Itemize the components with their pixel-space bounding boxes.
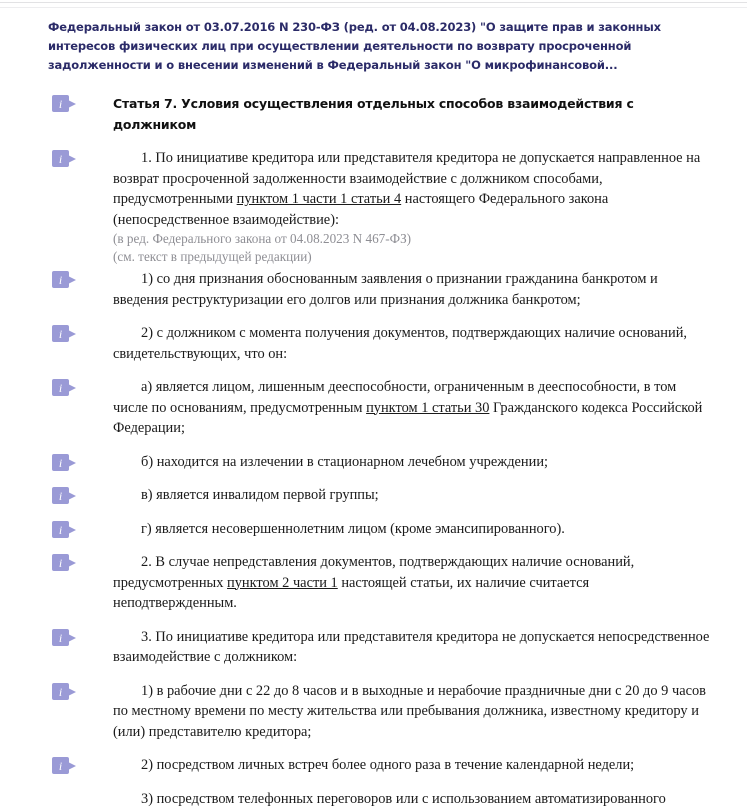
- info-note-icon[interactable]: [52, 379, 76, 396]
- info-note-icon[interactable]: [52, 150, 76, 167]
- paragraph-block-8: [0, 552, 747, 614]
- info-note-icon-square: [52, 487, 69, 504]
- paragraph-text: г) является несовершеннолетним лицом (кроме эмансипированного).: [113, 519, 710, 540]
- reference-link-p1-st30[interactable]: пунктом 1 статьи 30: [366, 400, 489, 416]
- info-note-icon[interactable]: [52, 325, 76, 342]
- info-note-icon-tail: [68, 688, 76, 696]
- paragraph-text: 1) со дня признания обоснованным заявления о признании гражданина банкротом и введения реструктуризации его долгов или признания должника банкротом;: [113, 269, 710, 310]
- paragraph-text: в) является инвалидом первой группы;: [113, 485, 710, 506]
- info-note-icon[interactable]: [52, 487, 76, 504]
- paragraph-lead: 2. В случае непредставления документов, подтверждающих наличие оснований, предусмотренных: [113, 554, 634, 591]
- info-note-icon-square: [52, 454, 69, 471]
- paragraph-block-4: [0, 377, 747, 439]
- paragraph-block-12: [0, 789, 747, 809]
- info-note-icon-tail: [68, 100, 76, 108]
- page-title: Статья 7. Условия осуществления отдельных способов взаимодействия с должником: [113, 93, 710, 135]
- paragraph-tail: настоящей статьи, их наличие считается неподтвержденным.: [113, 575, 589, 612]
- previous-version-link[interactable]: (см. текст в предыдущей редакции): [113, 249, 312, 264]
- info-note-icon-tail: [68, 762, 76, 770]
- article-title-block: [0, 93, 747, 135]
- previous-version-note: [113, 248, 710, 266]
- info-note-icon[interactable]: [52, 629, 76, 646]
- info-note-icon-square: [52, 95, 69, 112]
- paragraph-lead: 1. По инициативе кредитора или представителя кредитора не допускается направленное на возврат просроченной задолженности взаимодействие с должником способами, предусмотренными: [113, 150, 700, 207]
- info-note-icon-tail: [68, 459, 76, 467]
- paragraph-text: 2) с должником с момента получения документов, подтверждающих наличие оснований, свидетельствующих, что он:: [113, 323, 710, 364]
- info-note-icon[interactable]: [52, 454, 76, 471]
- info-note-icon-tail: [68, 492, 76, 500]
- info-note-icon-square: [52, 683, 69, 700]
- paragraph-block-6: [0, 485, 747, 506]
- window-top-divider: [0, 0, 747, 9]
- paragraph-text: 1) в рабочие дни с 22 до 8 часов и в выходные и нерабочие праздничные дни с 20 до 9 часов по местному времени по месту жительства или пребывания должника, известному кредитору и (или) представителю кредитора;: [113, 681, 710, 743]
- divider-line-1: [0, 2, 747, 3]
- info-note-icon-tail: [68, 634, 76, 642]
- info-note-icon-square: [52, 757, 69, 774]
- info-note-icon-tail: [68, 155, 76, 163]
- info-note-icon[interactable]: [52, 521, 76, 538]
- info-note-icon-square: [52, 629, 69, 646]
- info-note-icon-square: [52, 271, 69, 288]
- article-body: [0, 93, 747, 809]
- revision-note: [113, 230, 710, 248]
- paragraph-text: 3. По инициативе кредитора или представителя кредитора не допускается непосредственное взаимодействие с должником:: [113, 627, 710, 668]
- info-note-icon[interactable]: [52, 683, 76, 700]
- reference-link-p2-ch1[interactable]: пунктом 2 части 1: [227, 575, 338, 591]
- paragraph-block-9: [0, 627, 747, 668]
- info-note-icon-tail: [68, 384, 76, 392]
- info-note-icon-tail: [68, 526, 76, 534]
- paragraph-lead: а) является лицом, лишенным дееспособности, ограниченным в дееспособности, в том числе по основаниям, предусмотренным: [113, 379, 676, 416]
- reference-link-p1-ch1-st4[interactable]: пунктом 1 части 1 статьи 4: [237, 191, 402, 207]
- paragraph-block-1: [0, 148, 747, 266]
- info-note-icon-tail: [68, 276, 76, 284]
- document-header-title[interactable]: Федеральный закон от 03.07.2016 N 230-ФЗ (ред. от 04.08.2023) "О защите прав и законных интересов физических лиц при осуществлении деятельности по возврату просроченной задолженности и о внесении изменений в Федеральный закон "О микрофинансовой...: [48, 18, 711, 75]
- info-note-icon-square: [52, 150, 69, 167]
- info-note-icon-tail: [68, 330, 76, 338]
- paragraph-block-5: [0, 452, 747, 473]
- document-viewer: [0, 9, 747, 741]
- info-note-icon[interactable]: [52, 271, 76, 288]
- paragraph-tail: Гражданского кодекса Российской Федерации;: [113, 400, 702, 437]
- revision-note-text: (в ред. Федерального закона от 04.08.2023 N 467-ФЗ): [113, 231, 411, 246]
- paragraph-block-11: [0, 755, 747, 776]
- paragraph-text: б) находится на излечении в стационарном лечебном учреждении;: [113, 452, 710, 473]
- info-note-icon-tail: [68, 559, 76, 567]
- paragraph-text: [113, 552, 710, 614]
- paragraph-block-7: [0, 519, 747, 540]
- paragraph-text: [113, 377, 710, 439]
- paragraph-block-3: [0, 323, 747, 364]
- info-note-icon-square: [52, 521, 69, 538]
- paragraph-text: 2) посредством личных встреч более одного раза в течение календарной недели;: [113, 755, 710, 776]
- divider-line-2: [0, 7, 747, 8]
- paragraph-text: 3) посредством телефонных переговоров или с использованием автоматизированного: [113, 789, 710, 809]
- info-note-icon[interactable]: [52, 95, 76, 112]
- info-note-icon-square: [52, 554, 69, 571]
- paragraph-block-2: [0, 269, 747, 310]
- info-note-icon-square: [52, 325, 69, 342]
- info-note-icon[interactable]: [52, 757, 76, 774]
- info-note-icon[interactable]: [52, 554, 76, 571]
- paragraph-tail: настоящего Федерального закона (непосредственное взаимодействие):: [113, 191, 608, 228]
- paragraph-block-10: [0, 681, 747, 743]
- paragraph-text: [113, 148, 710, 230]
- document-header: [0, 9, 747, 75]
- info-note-icon-square: [52, 379, 69, 396]
